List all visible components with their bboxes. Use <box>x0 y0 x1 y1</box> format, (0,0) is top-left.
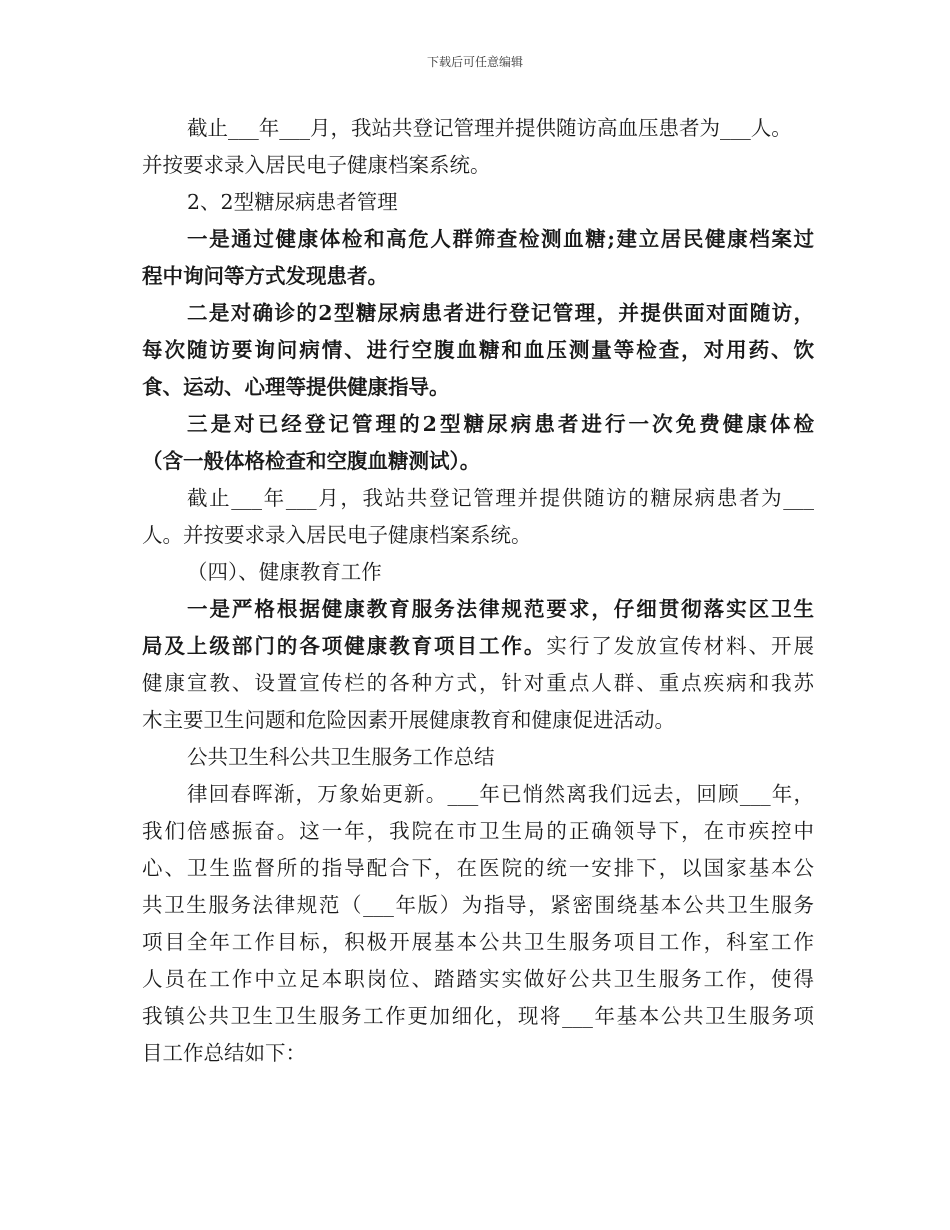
page-header: 下载后可任意编辑 <box>426 55 523 69</box>
summary-line-4: 共卫生服务法律规范（___年版）为指导，紧密围绕基本公共卫生服务 <box>142 893 814 917</box>
summary-title: 公共卫生科公共卫生服务工作总结 <box>187 745 495 769</box>
hypertension-count-line: 截止___年___月，我站共登记管理并提供随访高血压患者为___人。 <box>187 116 792 140</box>
summary-line-6: 人员在工作中立足本职岗位、踏踏实实做好公共卫生服务工作，使得 <box>142 967 814 991</box>
health-education-heading: （四）、健康教育工作 <box>187 560 382 584</box>
summary-line-1: 律回春晖渐，万象始更新。___年已悄然离我们远去，回顾___年， <box>187 782 814 806</box>
summary-line-5: 项目全年工作目标，积极开展基本公共卫生服务项目工作，科室工作 <box>142 930 814 954</box>
summary-line-8: 目工作总结如下： <box>142 1041 306 1065</box>
summary-line-2: 我们倍感振奋。这一年，我院在市卫生局的正确领导下，在市疾控中 <box>142 819 814 843</box>
diabetes-section-heading: 2、2型糖尿病患者管理 <box>187 190 398 214</box>
diabetes-point-2-line-1: 二是对确诊的2型糖尿病患者进行登记管理，并提供面对面随访， <box>187 301 814 325</box>
diabetes-point-2-line-3: 食、运动、心理等提供健康指导。 <box>142 375 450 399</box>
document-body <box>142 110 814 1072</box>
diabetes-point-1-line-1: 一是通过健康体检和高危人群筛查检测血糖;建立居民健康档案过 <box>187 227 814 251</box>
health-education-line-1: 一是严格根据健康教育服务法律规范要求，仔细贯彻落实区卫生 <box>187 597 814 621</box>
summary-line-3: 心、卫生监督所的指导配合下，在医院的统一安排下，以国家基本公 <box>142 856 814 880</box>
diabetes-point-3-line-1: 三是对已经登记管理的2型糖尿病患者进行一次免费健康体检 <box>187 412 814 436</box>
diabetes-point-2-line-2: 每次随访要询问病情、进行空腹血糖和血压测量等检查，对用药、饮 <box>142 338 814 362</box>
health-education-line-2-bold: 局及上级部门的各项健康教育项目工作。 <box>142 634 547 658</box>
health-education-line-4: 木主要卫生问题和危险因素开展健康教育和健康促进活动。 <box>142 708 675 732</box>
diabetes-point-1-line-2: 程中询问等方式发现患者。 <box>142 264 388 288</box>
diabetes-point-3-line-2: （含一般体格检查和空腹血糖测试）。 <box>142 449 481 473</box>
health-education-line-3: 健康宣教、设置宣传栏的各种方式，针对重点人群、重点疾病和我苏 <box>142 671 814 695</box>
diabetes-count-line: 截止___年___月，我站共登记管理并提供随访的糖尿病患者为___ <box>187 486 814 510</box>
health-education-line-2 <box>142 628 814 665</box>
health-education-line-2-normal: 实行了发放宣传材料、开展 <box>546 634 814 658</box>
hypertension-record-line: 并按要求录入居民电子健康档案系统。 <box>142 153 491 177</box>
diabetes-record-line: 人。并按要求录入居民电子健康档案系统。 <box>142 523 532 547</box>
summary-line-7: 我镇公共卫生卫生服务工作更加细化，现将___年基本公共卫生服务项 <box>142 1004 814 1028</box>
